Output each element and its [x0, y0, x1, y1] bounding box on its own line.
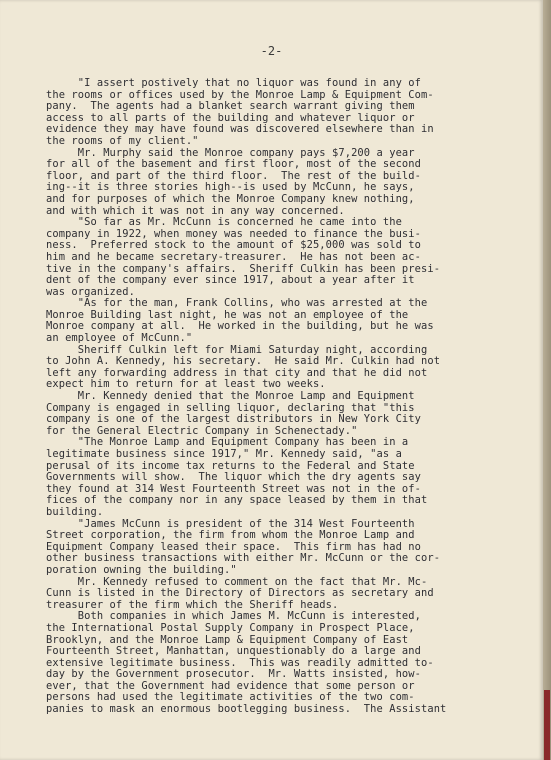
text-line: left any forwarding address in that city and that he did not — [46, 366, 428, 379]
text-line: for all of the basement and first floor, most of the second — [46, 158, 421, 171]
text-line: panies to mask an enormous bootlegging business. The Assistant — [46, 703, 447, 716]
text-line: the rooms or offices used by the Monroe Lamp & Equipment Com- — [46, 88, 434, 101]
text-line: tive in the company's affairs. Sheriff Culkin has been presi- — [46, 262, 441, 275]
text-line: "As for the man, Frank Collins, who was arrested at the — [46, 297, 428, 310]
text-line: Mr. Kennedy denied that the Monroe Lamp and Equipment — [46, 390, 415, 403]
text-line: Street corporation, the firm from whom the Monroe Lamp and — [46, 529, 415, 542]
text-line: the International Postal Supply Company in Prospect Place, — [46, 621, 415, 634]
text-line: perusal of its income tax returns to the Federal and State — [46, 459, 415, 472]
text-line: treasurer of the firm which the Sheriff heads. — [46, 598, 339, 611]
text-line: Cunn is listed in the Directory of Directors as secretary and — [46, 587, 434, 600]
text-line: legitimate business since 1917," Mr. Kennedy said, "as a — [46, 448, 402, 460]
text-line: evidence they may have found was discovered elsewhere than in — [46, 123, 434, 136]
text-line: fices of the company nor in any space leased by them in that — [46, 494, 428, 507]
text-line: persons had used the legitimate activities of the two com- — [46, 691, 415, 704]
text-line: they found at 314 West Fourteenth Street was not in the of- — [46, 482, 421, 495]
text-line: Governments will show. The liquor which the dry agents say — [46, 471, 421, 484]
text-line: "I assert postively that no liquor was found in any of — [46, 77, 421, 89]
text-line: poration owning the building." — [46, 563, 237, 576]
text-line: was organized. — [46, 285, 135, 298]
text-line: Sheriff Culkin left for Miami Saturday night, according — [46, 343, 428, 356]
text-line: Company is engaged in selling liquor, declaring that "this — [46, 401, 415, 414]
text-line: Brooklyn, and the Monroe Lamp & Equipment Company of East — [46, 633, 409, 646]
text-line: Fourteenth Street, Manhattan, unquestionably do a large and — [46, 645, 421, 658]
text-line: him and he became secretary-treasurer. He has not been ac- — [46, 250, 421, 263]
text-line: and for purposes of which the Monroe Company knew nothing, — [46, 192, 415, 205]
text-line: expect him to return for at least two weeks. — [46, 378, 326, 391]
text-line: building. — [46, 505, 104, 518]
text-line: other business transactions with either Mr. McCunn or the cor- — [46, 552, 441, 565]
text-line: dent of the company ever since 1917, about a year after it — [46, 274, 415, 287]
text-line: pany. The agents had a blanket search warrant giving them — [46, 100, 415, 113]
text-line: the rooms of my client." — [46, 134, 199, 147]
text-line: "The Monroe Lamp and Equipment Company has been in a — [46, 436, 409, 449]
text-line: "So far as Mr. McCunn is concerned he came into the — [46, 216, 402, 229]
text-line: Monroe Building last night, he was not an employee of the — [46, 308, 409, 321]
text-line: ever, that the Government had evidence that some person or — [46, 679, 415, 692]
text-line: and with which it was not in any way concerned. — [46, 204, 345, 217]
text-line: extensive legitimate business. This was readily admitted to- — [46, 656, 434, 669]
text-line: Mr. Kennedy refused to comment on the fact that Mr. Mc- — [46, 575, 428, 588]
text-line: access to all parts of the building and whatever liquor or — [46, 111, 415, 124]
text-line: Mr. Murphy said the Monroe company pays $7,200 a year — [46, 146, 415, 159]
text-line: Monroe company at all. He worked in the building, but he was — [46, 320, 434, 333]
binding-mark — [544, 690, 550, 760]
text-line: floor, and part of the third floor. The rest of the build- — [46, 169, 421, 182]
text-line: company is one of the largest distributors in New York City — [46, 413, 421, 426]
typed-body-text — [46, 78, 526, 716]
text-line: Both companies in which James M. McCunn is interested, — [46, 610, 421, 623]
text-line: Equipment Company leased their space. This firm has had no — [46, 540, 421, 553]
text-line: an employee of McCunn." — [46, 332, 193, 345]
text-line: "James McCunn is president of the 314 West Fourteenth — [46, 517, 415, 530]
text-line: ing--it is three stories high--is used by McCunn, he says, — [46, 181, 415, 194]
text-line: for the General Electric Company in Schenectady." — [46, 424, 358, 437]
text-line: to John A. Kennedy, his secretary. He said Mr. Culkin had not — [46, 355, 441, 368]
text-line: ness. Preferred stock to the amount of $25,000 was sold to — [46, 239, 421, 252]
page-edge — [543, 0, 551, 760]
page-number: -2- — [260, 44, 283, 58]
text-line: day by the Government prosecutor. Mr. Watts insisted, how- — [46, 668, 421, 681]
text-line: company in 1922, when money was needed to finance the busi- — [46, 227, 421, 240]
